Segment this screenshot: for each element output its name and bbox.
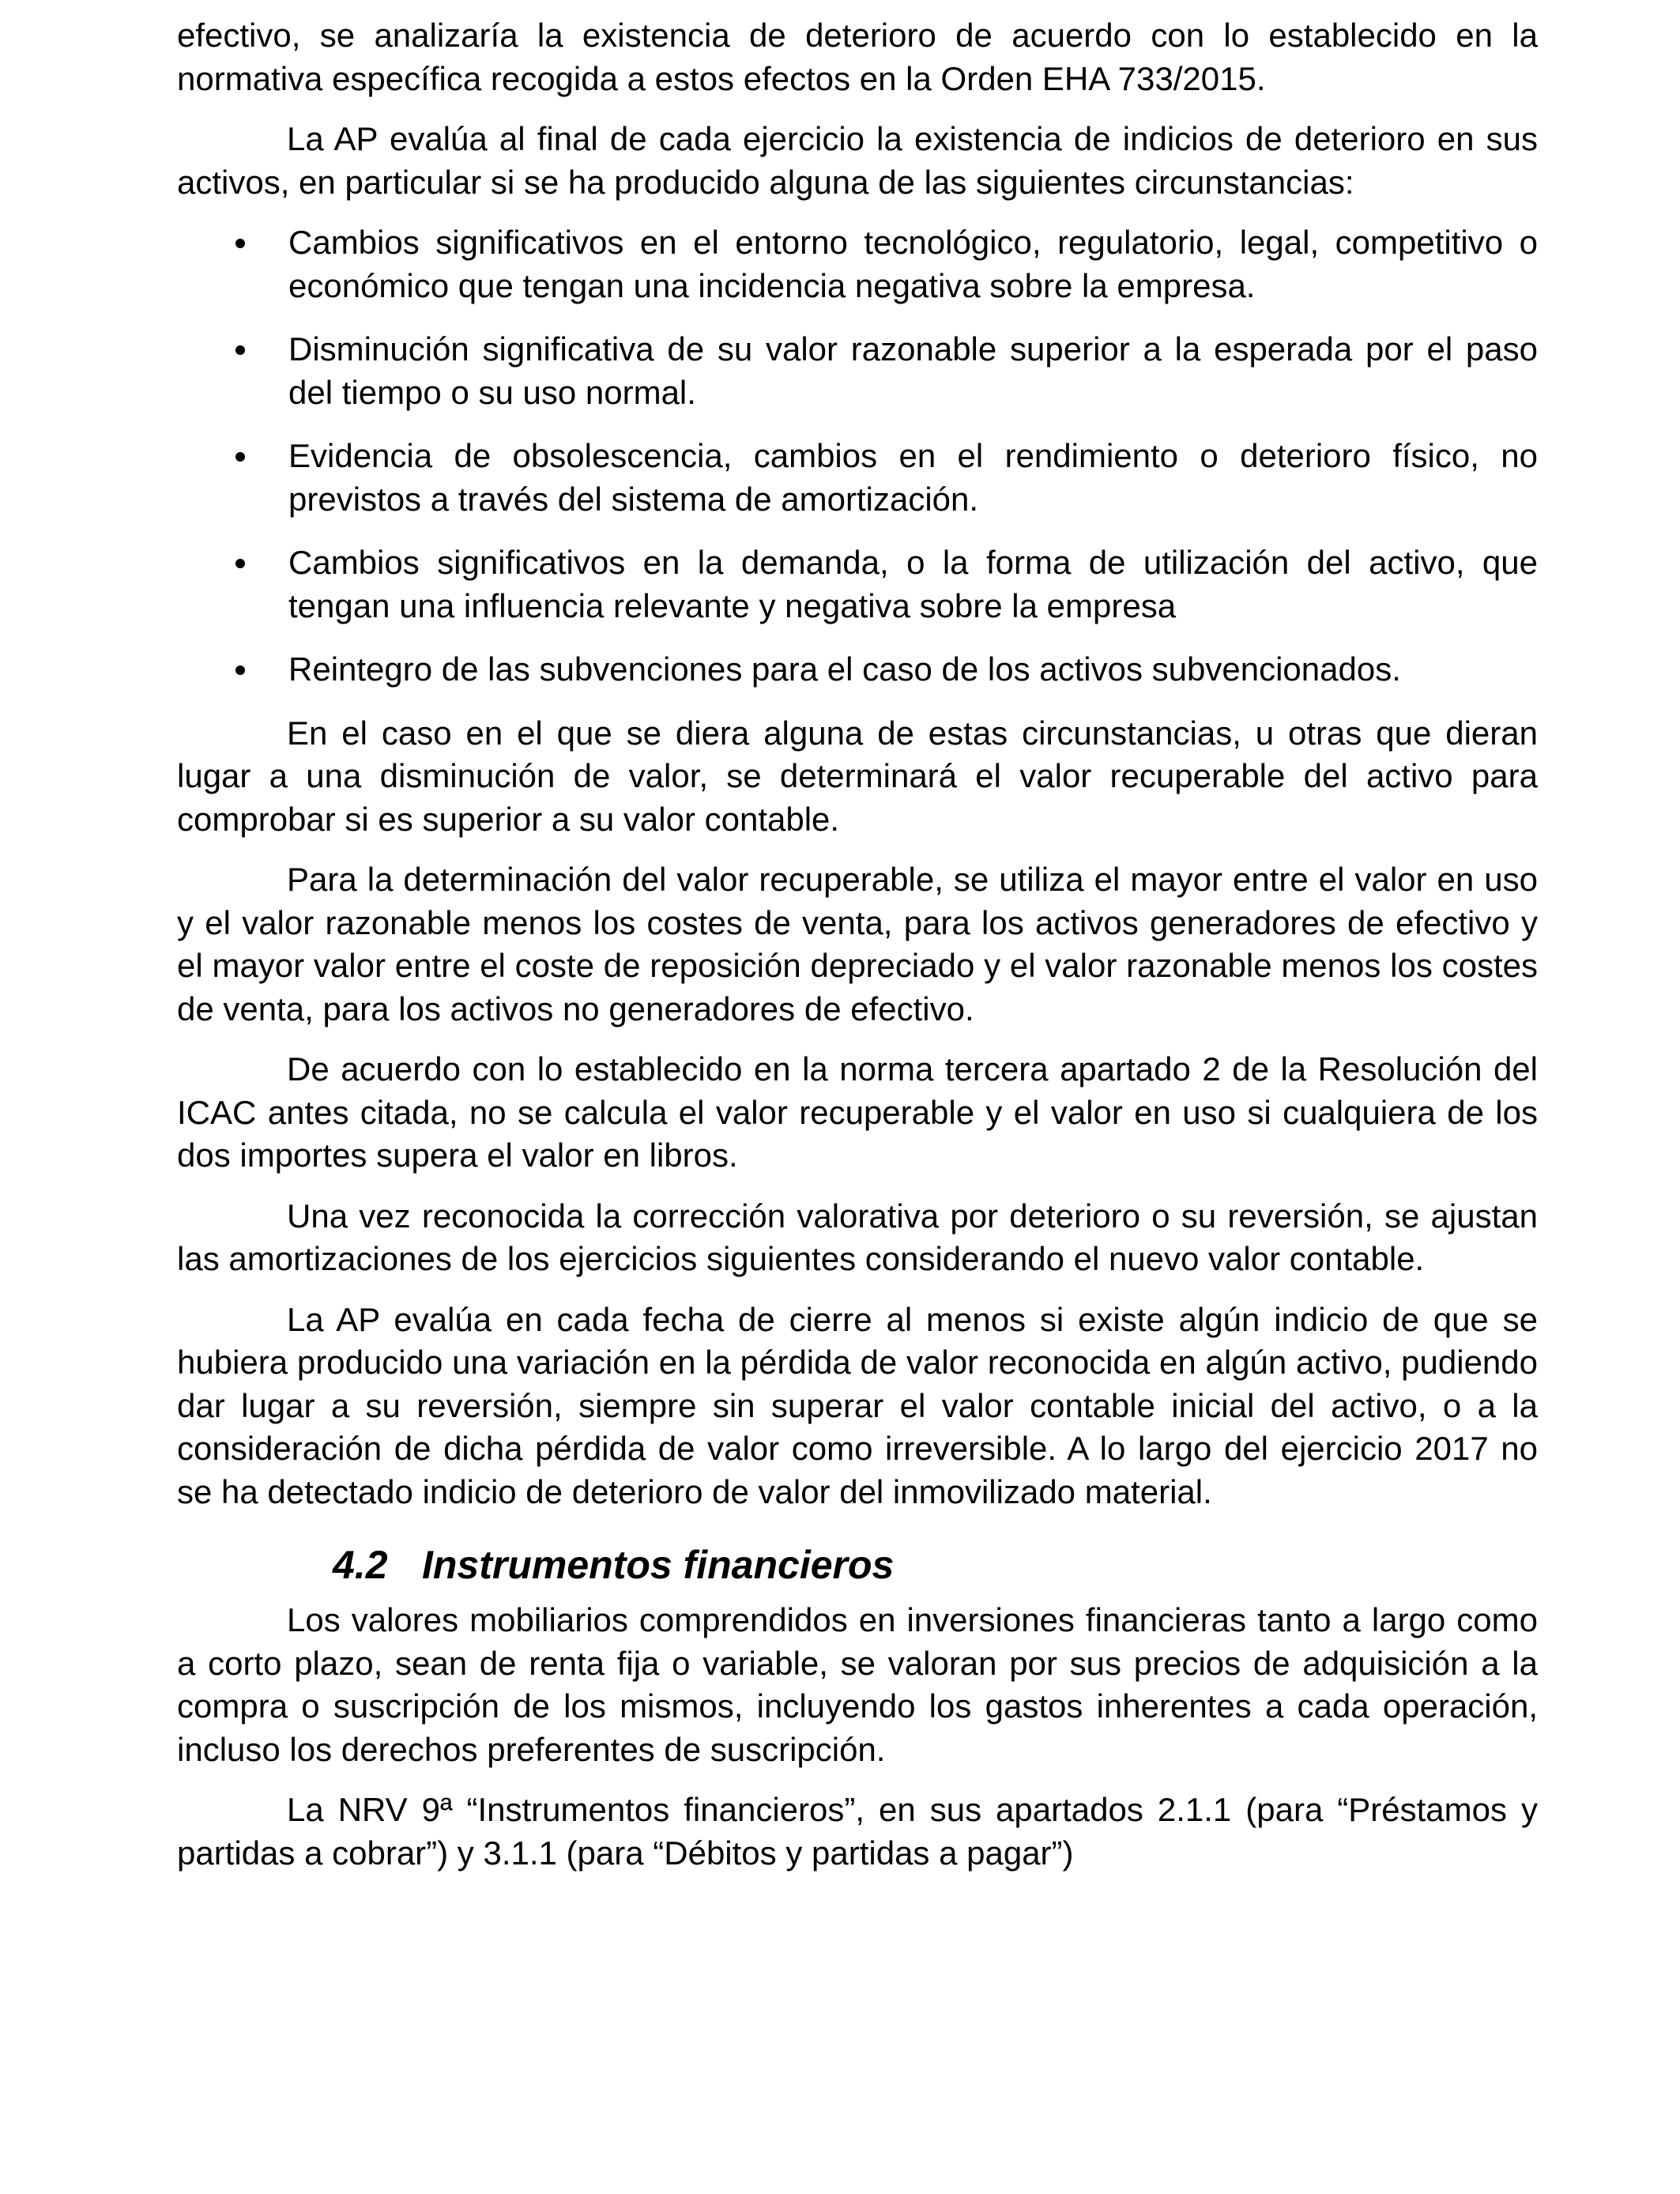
document-page: [177, 14, 1538, 1892]
bullet-icon: [235, 665, 245, 675]
impairment-circumstances-list: [177, 221, 1538, 692]
list-item: [177, 328, 1538, 414]
section-number: 4.2: [333, 1543, 388, 1587]
paragraph-continuation: efectivo, se analizaría la existencia de deterioro de acuerdo con lo establecido en la normativa específica recogida a estos efectos en la Orden EHA 733/2015.: [177, 17, 1538, 97]
list-item: [177, 221, 1538, 307]
section-title: Instrumentos financieros: [422, 1543, 895, 1587]
list-item-text: Cambios significativos en el entorno tecnológico, regulatorio, legal, competitivo o económico que tengan una incidencia negativa sobre la empresa.: [288, 224, 1538, 304]
list-item-text: Reintegro de las subvenciones para el caso de los activos subvencionados.: [288, 650, 1401, 688]
bullet-icon: [235, 345, 245, 355]
list-item-text: Disminución significativa de su valor razonable superior a la esperada por el paso del tiempo o su uso normal.: [288, 330, 1538, 411]
list-item-text: Cambios significativos en la demanda, o la forma de utilización del activo, que tengan una influencia relevante y negativa sobre la empresa: [288, 544, 1538, 624]
bullet-icon: [235, 452, 245, 462]
list-item: [177, 541, 1538, 628]
list-item: [177, 435, 1538, 521]
paragraph-nrv9: La NRV 9ª “Instrumentos financieros”, en sus apartados 2.1.1 (para “Préstamos y partidas a cobrar”) y 3.1.1 (para “Débitos y partidas a pagar”): [177, 1791, 1538, 1872]
paragraph-recoverable-value: En el caso en el que se diera alguna de estas circunstancias, u otras que dieran lugar a una disminución de valor, se determinará el valor recuperable del activo para comprobar si es superior a su valor contable.: [177, 714, 1538, 838]
paragraph-securities-valuation: Los valores mobiliarios comprendidos en inversiones financieras tanto a largo como a corto plazo, sean de renta fija o variable, se valoran por sus precios de adquisición a la compra o suscripción de los mismos, incluyendo los gastos inherentes a cada operación, incluso los derechos preferentes de suscripción.: [177, 1601, 1538, 1768]
bullet-icon: [235, 239, 245, 248]
list-item-text: Evidencia de obsolescencia, cambios en el rendimiento o deterioro físico, no previstos a través del sistema de amortización.: [288, 437, 1538, 518]
list-item: [177, 648, 1538, 692]
paragraph-value-determination: Para la determinación del valor recuperable, se utiliza el mayor entre el valor en uso y el valor razonable menos los costes de venta, para los activos generadores de efectivo y el mayor valor entre el coste de reposición depreciado y el valor razonable menos los costes de venta, para los activos no generadores de efectivo.: [177, 861, 1538, 1027]
section-heading: [333, 1539, 1538, 1591]
paragraph-impairment-evaluation: La AP evalúa al final de cada ejercicio la existencia de indicios de deterioro en sus activos, en particular si se ha producido alguna de las siguientes circunstancias:: [177, 120, 1538, 201]
paragraph-icac-resolution: De acuerdo con lo establecido en la norma tercera apartado 2 de la Resolución del ICAC antes citada, no se calcula el valor recuperable y el valor en uso si cualquiera de los dos importes supera el valor en libros.: [177, 1050, 1538, 1174]
paragraph-amortization-adjustment: Una vez reconocida la corrección valorativa por deterioro o su reversión, se ajustan las amortizaciones de los ejercicios siguientes considerando el nuevo valor contable.: [177, 1197, 1538, 1277]
bullet-icon: [235, 559, 245, 568]
paragraph-reversal-evaluation: La AP evalúa en cada fecha de cierre al menos si existe algún indicio de que se hubiera producido una variación en la pérdida de valor reconocida en algún activo, pudiendo dar lugar a su reversión, siempre sin superar el valor contable inicial del activo, o a la consideración de dicha pérdida de valor como irreversible. A lo largo del ejercicio 2017 no se ha detectado indicio de deterioro de valor del inmovilizado material.: [177, 1300, 1538, 1510]
